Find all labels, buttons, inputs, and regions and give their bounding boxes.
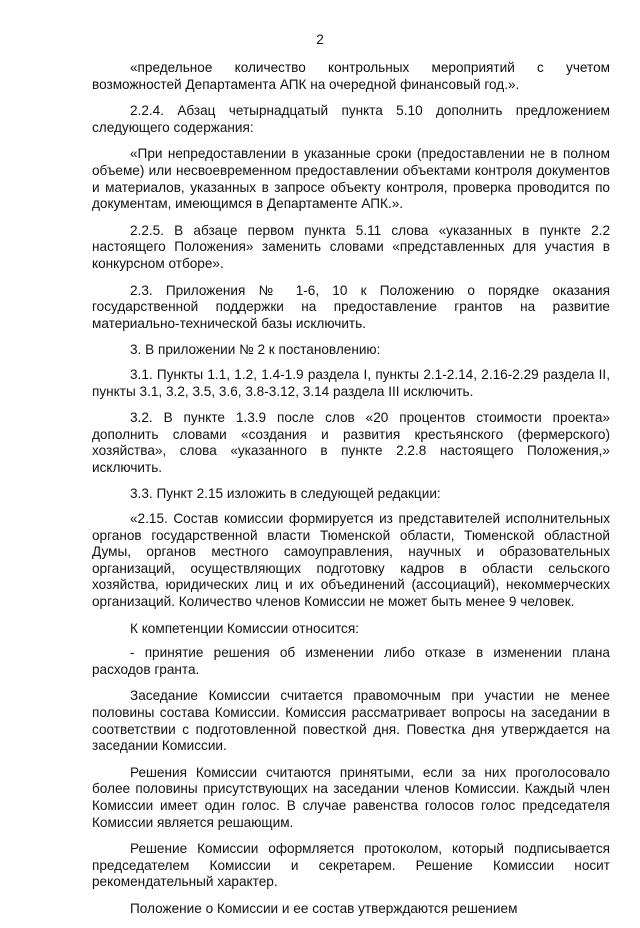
paragraph: 3. В приложении № 2 к постановлению:	[130, 342, 381, 358]
paragraph: 2.2.5. В абзаце первом пункта 5.11 слова «указанных в пункте 2.2 настоящего Положения» заменить словами «представленных для участия в конкурсном отборе».	[92, 222, 610, 271]
paragraph: - принятие решения об изменении либо отказе в изменении плана расходов гранта.	[92, 645, 610, 677]
paragraph: «При непредоставлении в указанные сроки (предоставлении не в полном объеме) или несвоевременном предоставлении объектами контроля документов и материалов, указанных в запросе объекту контроля, проверка проводится по документам, имеющимся в Департаменте АПК.».	[92, 146, 610, 212]
paragraph: «предельное количество контрольных мероприятий с учетом возможностей Департамента АПК на очередной финансовый год.».	[92, 60, 610, 92]
paragraph: К компетенции Комиссии относится:	[130, 620, 359, 636]
paragraph: 3.1. Пункты 1.1, 1.2, 1.4-1.9 раздела I, пункты 2.1-2.14, 2.16-2.29 раздела II, пункты 3.1, 3.2, 3.5, 3.6, 3.8-3.12, 3.14 раздела III исключить.	[92, 366, 610, 399]
paragraph: Решение Комиссии оформляется протоколом, который подписывается председателем Комиссии и секретарем. Решение Комиссии носит рекомендательный характер.	[92, 841, 610, 890]
paragraph: 3.3. Пункт 2.15 изложить в следующей редакции:	[130, 486, 441, 502]
paragraph: 2.3. Приложения № 1-6, 10 к Положению о порядке оказания государственной поддержки на предоставление грантов на развитие материально-технической базы исключить.	[92, 282, 610, 331]
document-body	[92, 60, 610, 928]
paragraph: 3.2. В пункте 1.3.9 после слов «20 процентов стоимости проекта» дополнить словами «создания и развития крестьянского (фермерского) хозяйства», слова «указанного в пункте 2.2.8 настоящего Положения,» исключить.	[92, 410, 610, 475]
paragraph: Заседание Комиссии считается правомочным при участии не менее половины состава Комиссии. Комиссия рассматривает вопросы на заседании в соответствии с подготовленной повесткой дня. Повестка дня утверждается на заседании Комиссии.	[92, 688, 610, 754]
page-number: 2	[316, 32, 324, 47]
paragraph: Положение о Комиссии и ее состав утверждаются решением	[130, 900, 518, 916]
paragraph: 2.2.4. Абзац четырнадцатый пункта 5.10 дополнить предложением следующего содержания:	[92, 103, 610, 135]
paragraph: «2.15. Состав комиссии формируется из представителей исполнительных органов государственной власти Тюменской области, Тюменской областной Думы, органов местного самоуправления, научных и образовательных организаций, осуществляющих подготовку кадров в области сельского хозяйства, юридических лиц и их объединений (ассоциаций), некоммерческих организаций. Количество членов Комиссии не может быть менее 9 человек.	[92, 511, 610, 610]
paragraph: Решения Комиссии считаются принятыми, если за них проголосовало более половины присутствующих на заседании членов Комиссии. Каждый член Комиссии имеет один голос. В случае равенства голосов голос председателя Комиссии является решающим.	[92, 764, 610, 830]
